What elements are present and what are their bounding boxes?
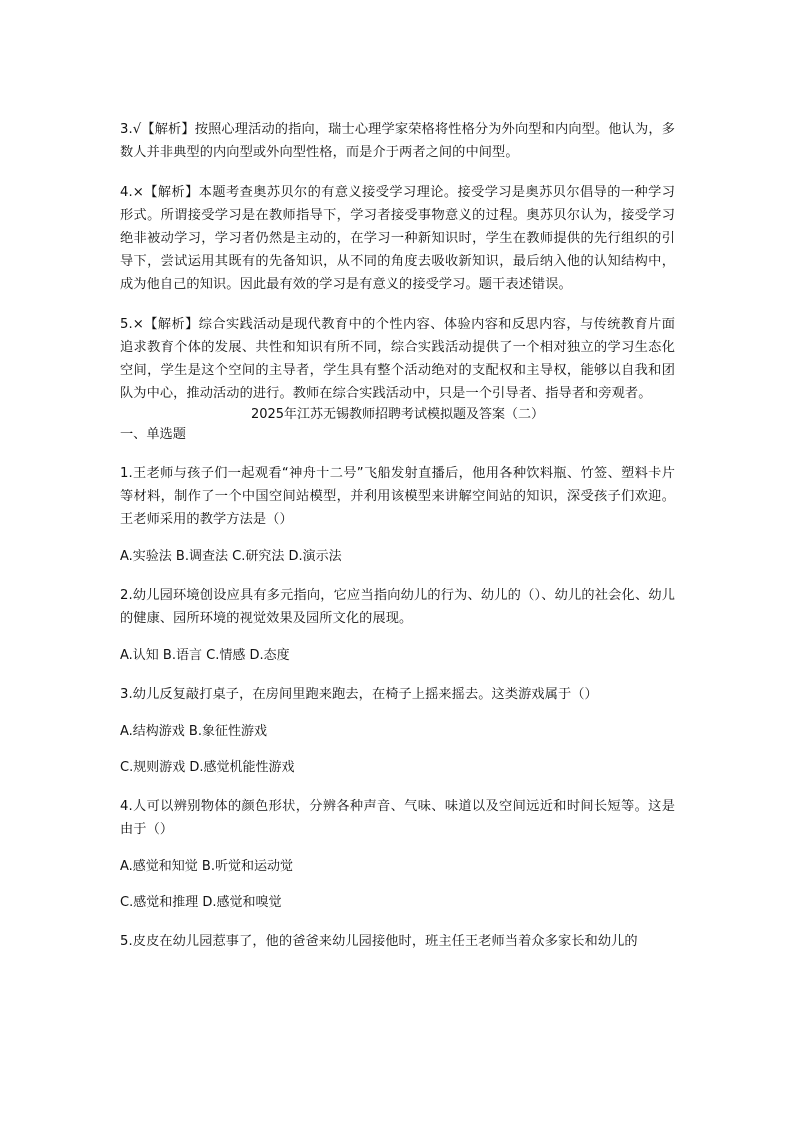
answer-4 [120, 181, 675, 296]
answer-text: 【解析】综合实践活动是现代教育中的个性内容、体验内容和反思内容，与传统教育片面追求教育个体的发展、共性和知识有所不同，综合实践活动提供了一个相对独立的学习生态化空间，学生是这个空间的主导者，学生具有整个活动绝对的支配权和主导权，能够以自我和团队为中心，推动活动的进行。教师在综合实践活动中，只是一个引导者、指导者和旁观者。 [120, 317, 675, 401]
answer-number: 4. [120, 185, 133, 200]
answer-5 [120, 313, 675, 405]
answer-text: 【解析】按照心理活动的指向，瑞士心理学家荣格将性格分为外向型和内向型。他认为，多数人并非典型的内向型或外向型性格，而是介于两者之间的中间型。 [120, 122, 675, 160]
answer-mark: √ [132, 122, 142, 137]
answer-number: 5. [120, 317, 133, 332]
question-2: 2.幼儿园环境创设应具有多元指向，它应当指向幼儿的行为、幼儿的（）、幼儿的社会化、幼儿的健康、园所环境的视觉效果及园所文化的展现。 [120, 588, 675, 626]
question-1-options: A.实验法 B.调查法 C.研究法 D.演示法 [120, 549, 342, 564]
answer-mark: × [132, 185, 144, 200]
question-3-options-ab: A.结构游戏 B.象征性游戏 [120, 724, 267, 739]
question-4-options-cd: C.感觉和推理 D.感觉和嗅觉 [120, 895, 282, 910]
answer-number: 3. [120, 122, 133, 137]
question-3-options-cd: C.规则游戏 D.感觉机能性游戏 [120, 760, 295, 775]
answer-3 [120, 118, 675, 164]
question-4-options-ab: A.感觉和知觉 B.听觉和运动觉 [120, 859, 293, 874]
section-title: 一、单选题 [120, 427, 186, 442]
question-2-options: A.认知 B.语言 C.情感 D.态度 [120, 648, 290, 663]
question-5: 5.皮皮在幼儿园惹事了，他的爸爸来幼儿园接他时，班主任王老师当着众多家长和幼儿的 [120, 934, 638, 949]
question-3: 3.幼儿反复敲打桌子，在房间里跑来跑去，在椅子上摇来摇去。这类游戏属于（） [120, 687, 598, 702]
document-page [120, 118, 675, 953]
answer-mark: × [132, 317, 144, 332]
question-1: 1.王老师与孩子们一起观看“神舟十二号”飞船发射直播后，他用各种饮料瓶、竹签、塑料卡片等材料，制作了一个中国空间站模型，并利用该模型来讲解空间站的知识，深受孩子们欢迎。王老师采用的教学方法是（） [120, 466, 675, 527]
question-4: 4.人可以辨别物体的颜色形状，分辨各种声音、气味、味道以及空间远近和时间长短等。这是由于（） [120, 799, 675, 837]
exam-title: 2025年江苏无锡教师招聘考试模拟题及答案（二） [250, 407, 545, 422]
answer-text: 【解析】本题考查奥苏贝尔的有意义接受学习理论。接受学习是奥苏贝尔倡导的一种学习形式。所谓接受学习是在教师指导下，学习者接受事物意义的过程。奥苏贝尔认为，接受学习绝非被动学习，学习者仍然是主动的，在学习一种新知识时，学生在教师提供的先行组织的引导下，尝试运用其既有的先备知识，从不同的角度去吸收新知识，最后纳入他的认知结构中，成为他自己的知识。因此最有效的学习是有意义的接受学习。题干表述错误。 [120, 185, 675, 292]
